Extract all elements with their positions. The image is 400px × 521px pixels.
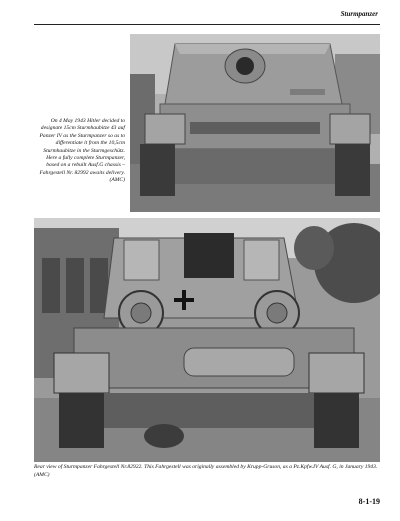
section-title: Sturmpanzer bbox=[340, 10, 378, 18]
page-number: 8-1-19 bbox=[358, 497, 380, 506]
photo-top bbox=[130, 34, 380, 212]
header-rule bbox=[34, 24, 380, 25]
tank-rear-illustration bbox=[34, 218, 380, 462]
caption-top: On 4 May 1943 Hitler decided to designate 15cm Sturmhaubitze 43 auf Panzer IV as the Sturmpanzer so as to differentiate it from the 10,5cm Sturmhaubitze in the Sturmgeschütz. Here a fully complete Sturmpanzer, based on a rebuilt Ausf.G chassis – Fahrgestell Nr. 82992 awaits delivery. (AMC) bbox=[39, 118, 125, 184]
photo-bottom bbox=[34, 218, 380, 462]
tank-front-illustration bbox=[130, 34, 380, 212]
caption-bottom: Rear view of Sturmpanzer Fahrgestell Nr.82922. This Fahrgestell was originally assembled by Krupp-Gruson, as a Pz.Kpfw.IV Ausf. G, in January 1943. (AMC) bbox=[34, 464, 378, 478]
